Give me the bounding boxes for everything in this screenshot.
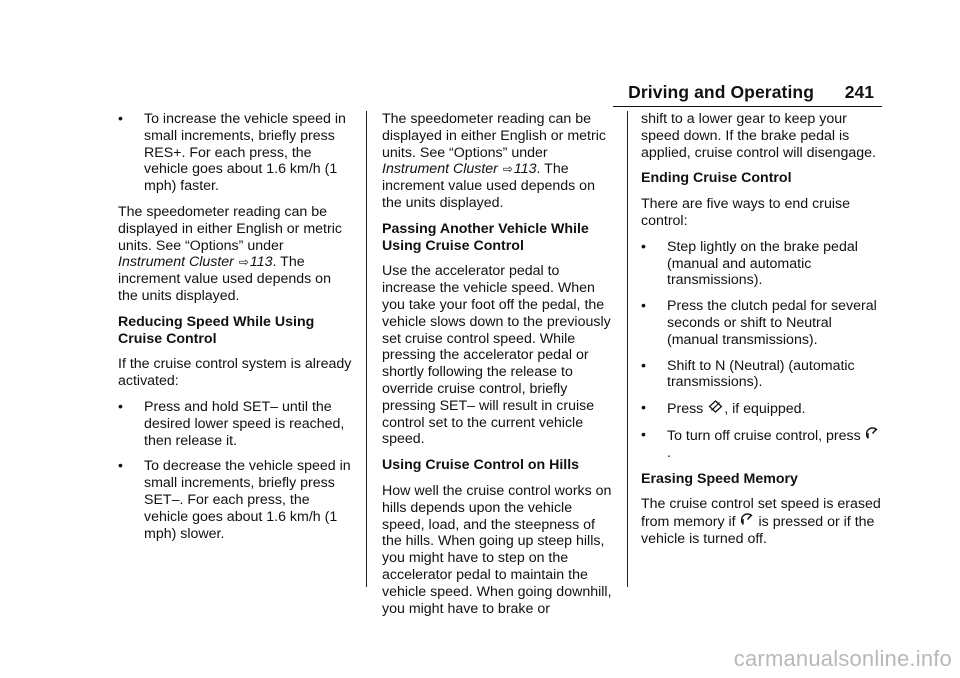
- list-item: [641, 298, 881, 348]
- list-item-text-part: , if equipped.: [724, 401, 806, 418]
- list-item: [118, 458, 354, 542]
- bullet-mark: •: [641, 426, 646, 443]
- bullet-mark: •: [641, 357, 646, 374]
- section-heading: Erasing Speed Memory: [641, 470, 798, 487]
- list-item: [118, 111, 354, 195]
- header-rule: [613, 106, 882, 107]
- column-divider: [627, 111, 628, 587]
- cross-reference-link[interactable]: Instrument Cluster: [382, 161, 498, 178]
- list-item-text-part: To turn off cruise control, press: [667, 427, 861, 444]
- watermark: carmanualsonline.info: [733, 646, 952, 671]
- paragraph: [641, 496, 881, 547]
- cross-reference-link[interactable]: Instrument Cluster: [118, 254, 234, 271]
- page-title: Driving and Operating: [628, 82, 814, 102]
- paragraph-text: The cruise control set speed is erased from memory if: [641, 496, 881, 531]
- xref-arrow-icon: ⇨: [238, 255, 249, 270]
- paragraph: [118, 204, 354, 305]
- page-number: 241: [844, 82, 874, 102]
- column-divider: [366, 111, 367, 587]
- paragraph: shift to a lower gear to keep your speed down. If the brake pedal is applied, cruise control will disengage.: [641, 111, 877, 161]
- cruise-onoff-icon: [866, 427, 879, 440]
- column-middle: [382, 111, 616, 626]
- section-heading: Reducing Speed While Using Cruise Control: [118, 313, 315, 347]
- list-item: [641, 400, 881, 418]
- bullet-mark: •: [641, 400, 646, 417]
- list-item-text: To decrease the vehicle speed in small increments, briefly press SET–. For each press, the vehicle goes about 1.6 km/h (1 mph) slower.: [144, 458, 351, 542]
- list-item-text-part: .: [667, 444, 671, 461]
- list-item-text: Step lightly on the brake pedal (manual and automatic transmissions).: [667, 238, 858, 289]
- paragraph: Use the accelerator pedal to increase the vehicle speed. When you take your foot off the pedal, the vehicle slows down to the previously set cruise control speed. While pressing the accelerator pedal or shortly following the release to override cruise control, briefly pressing SET– will result in cruise control set to the current vehicle speed.: [382, 263, 611, 448]
- list-item-text: [667, 427, 881, 462]
- paragraph-text: The speedometer reading can be displayed in either English or metric units. See “Options” under: [118, 203, 342, 254]
- bullet-mark: •: [641, 238, 646, 255]
- list-item-text: Shift to N (Neutral) (automatic transmissions).: [667, 357, 855, 391]
- paragraph: [382, 111, 616, 212]
- cross-reference-page[interactable]: 113: [513, 161, 537, 178]
- list-item: [641, 427, 881, 462]
- list-item-text: Press the clutch pedal for several seconds or shift to Neutral (manual transmissions).: [667, 298, 877, 348]
- section-heading: Ending Cruise Control: [641, 170, 792, 187]
- list-item: [118, 399, 354, 449]
- xref-arrow-icon: ⇨: [502, 162, 513, 177]
- bullet-mark: •: [118, 111, 123, 127]
- column-right: [641, 111, 881, 557]
- section-heading: Passing Another Vehicle While Using Cruise Control: [382, 220, 589, 254]
- list-item-text: [667, 400, 881, 418]
- cruise-cancel-icon: [708, 400, 723, 413]
- list-item: [641, 239, 881, 289]
- paragraph: There are five ways to end cruise control:: [641, 196, 850, 229]
- list-item-text: To increase the vehicle speed in small increments, briefly press RES+. For each press, the vehicle goes about 1.6 km/h (1 mph) faster.: [144, 111, 346, 195]
- paragraph-text: is pressed or if the vehicle is turned off.: [641, 514, 875, 547]
- paragraph-text: . The increment value used depends on the units displayed.: [118, 254, 331, 304]
- section-heading: Using Cruise Control on Hills: [382, 457, 580, 474]
- bullet-mark: •: [118, 458, 123, 475]
- bullet-mark: •: [118, 398, 123, 415]
- page-header: [0, 82, 882, 106]
- paragraph-text: The speedometer reading can be displayed in either English or metric units. See “Options” under: [382, 111, 606, 161]
- list-item: [641, 358, 881, 392]
- paragraph-text: . The increment value used depends on the units displayed.: [382, 161, 595, 211]
- bullet-mark: •: [641, 298, 646, 315]
- list-item-text: Press and hold SET– until the desired lower speed is reached, then release it.: [144, 398, 345, 449]
- cruise-onoff-icon: [741, 513, 754, 526]
- paragraph: How well the cruise control works on hills depends upon the vehicle speed, load, and the steepness of the hills. When going up steep hills, you might have to step on the accelerator pedal to maintain the vehicle speed. When going downhill, you might have to brake or: [382, 482, 612, 617]
- column-left: [118, 111, 354, 551]
- list-item-text-part: Press: [667, 401, 704, 418]
- cross-reference-page[interactable]: 113: [249, 254, 273, 271]
- paragraph: If the cruise control system is already activated:: [118, 356, 352, 390]
